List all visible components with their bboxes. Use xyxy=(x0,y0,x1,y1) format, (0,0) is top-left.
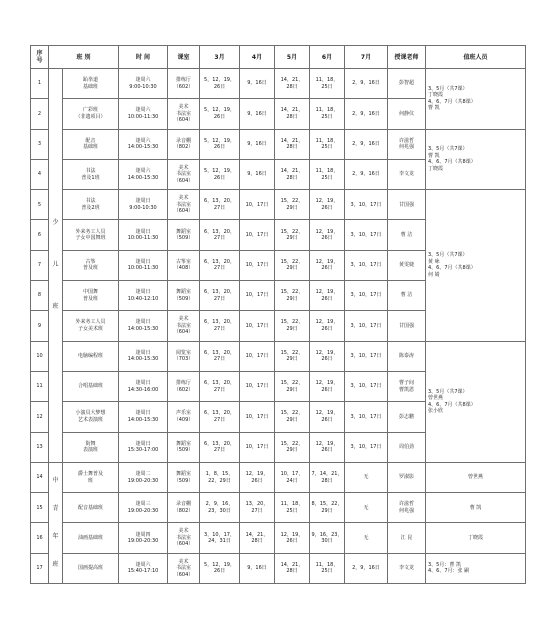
class-name: 广彩班 （非遗项目） xyxy=(63,99,119,129)
dates-apr: 10，17日 xyxy=(240,281,275,311)
table-row xyxy=(31,341,526,371)
row-number: 10 xyxy=(31,341,49,371)
dates-jun: 11，18， 25日 xyxy=(310,553,345,583)
dates-apr: 14，21， 28日 xyxy=(240,523,275,553)
dates-may: 11，18， 25日 xyxy=(275,493,310,523)
dates-mar: 3，10，17， 24，31日 xyxy=(200,523,240,553)
dates-may: 15，22， 29日 xyxy=(275,432,310,462)
table-row xyxy=(31,523,526,553)
dates-mar: 6，13，20， 27日 xyxy=(200,371,240,401)
dates-apr: 10，17日 xyxy=(240,250,275,280)
dates-apr: 10，17日 xyxy=(240,220,275,250)
teacher-name: 曹 洁 xyxy=(388,220,426,250)
class-name: 书法 普及2班 xyxy=(63,190,119,220)
dates-may: 10，17， 24日 xyxy=(275,462,310,492)
class-time: 逢周六 14:00-15:30 xyxy=(119,129,168,159)
dates-mar: 5，12，19， 26日 xyxy=(200,159,240,189)
table-row xyxy=(31,190,526,220)
dates-jun: 12，19， 26日 xyxy=(310,281,345,311)
dates-mar: 5，12，19， 26日 xyxy=(200,69,240,99)
duty-staff: 曹 凯 xyxy=(426,493,526,523)
header-class-name: 班 别 xyxy=(49,46,119,69)
table-row xyxy=(31,493,526,523)
dates-jul: 3，10，17日 xyxy=(345,311,388,341)
row-number: 11 xyxy=(31,371,49,401)
row-number: 3 xyxy=(31,129,49,159)
header-row xyxy=(31,46,526,69)
dates-mar: 1，8，15， 22，29日 xyxy=(200,462,240,492)
dates-jun: 8，15，22， 29日 xyxy=(310,493,345,523)
class-name: 电脑编程班 xyxy=(63,341,119,371)
dates-may: 15，22， 29日 xyxy=(275,371,310,401)
classroom: 舞蹈室 （509） xyxy=(168,220,200,250)
row-number: 2 xyxy=(31,99,49,129)
dates-jun: 12，19， 26日 xyxy=(310,311,345,341)
dates-may: 15，22， 29日 xyxy=(275,311,310,341)
dates-jul: 2，9，16日 xyxy=(345,553,388,583)
dates-jul: 3，10，17日 xyxy=(345,341,388,371)
row-number: 5 xyxy=(31,190,49,220)
class-time: 逢周日 14:00-15:30 xyxy=(119,402,168,432)
duty-staff-block: 3、5月（共7课） 曾世燕 4、6、7月（共8课） 张小欣 xyxy=(426,341,526,462)
dates-jun: 9，16，23， 30日 xyxy=(310,523,345,553)
class-name: 配音 基础班 xyxy=(63,129,119,159)
dates-jun: 12，19， 26日 xyxy=(310,402,345,432)
class-time: 逢周六 14:00-15:30 xyxy=(119,159,168,189)
row-number: 9 xyxy=(31,311,49,341)
dates-apr: 10，17日 xyxy=(240,402,275,432)
teacher-name: 周伯劲 xyxy=(388,432,426,462)
teacher-name: 彭智超 xyxy=(388,69,426,99)
teacher-name: 甘国强 xyxy=(388,311,426,341)
dates-apr: 12，19， 26日 xyxy=(240,462,275,492)
dates-apr: 10，17日 xyxy=(240,371,275,401)
dates-apr: 10，17日 xyxy=(240,432,275,462)
dates-mar: 6，13，20， 27日 xyxy=(200,311,240,341)
header-may: 5月 xyxy=(275,46,310,69)
dates-jun: 12，19， 26日 xyxy=(310,341,345,371)
dates-may: 15，22， 29日 xyxy=(275,281,310,311)
dates-mar: 6，13，20， 27日 xyxy=(200,341,240,371)
dates-jul: 无 xyxy=(345,523,388,553)
class-name: 外来务工人员 子女美术班 xyxy=(63,311,119,341)
dates-jul: 2，9，16日 xyxy=(345,159,388,189)
dates-mar: 6，13，20， 27日 xyxy=(200,190,240,220)
teacher-name: 黄雯婕 xyxy=(388,250,426,280)
class-name: 书法 普及1班 xyxy=(63,159,119,189)
dates-may: 14，21， 28日 xyxy=(275,553,310,583)
dates-mar: 6，13，20， 27日 xyxy=(200,402,240,432)
dates-may: 15，22， 29日 xyxy=(275,341,310,371)
dates-jul: 3，10，17日 xyxy=(345,432,388,462)
header-april: 4月 xyxy=(240,46,275,69)
class-name: 配音基础班 xyxy=(63,493,119,523)
row-number: 16 xyxy=(31,523,49,553)
dates-mar: 5，12，19， 26日 xyxy=(200,553,240,583)
dates-mar: 6，13，20， 27日 xyxy=(200,220,240,250)
dates-jul: 3，10，17日 xyxy=(345,250,388,280)
class-time: 逢周日 9:00-10:30 xyxy=(119,190,168,220)
table-row xyxy=(31,69,526,99)
class-time: 逢周二 19:00-20:30 xyxy=(119,462,168,492)
duty-staff: 曾世燕 xyxy=(426,462,526,492)
dates-apr: 9，16日 xyxy=(240,129,275,159)
teacher-name: 何静仪 xyxy=(388,99,426,129)
row-number: 8 xyxy=(31,281,49,311)
classroom: 排练厅 （602） xyxy=(168,69,200,99)
header-teacher: 授课老师 xyxy=(388,46,426,69)
duty-staff: 丁晓霞 xyxy=(426,523,526,553)
dates-jun: 11，18， 25日 xyxy=(310,159,345,189)
dates-may: 14，21， 28日 xyxy=(275,99,310,129)
dates-may: 14，21， 28日 xyxy=(275,129,310,159)
teacher-name: 曹 洁 xyxy=(388,281,426,311)
class-time: 逢周日 14:30-16:00 xyxy=(119,371,168,401)
dates-jul: 2，9，16日 xyxy=(345,99,388,129)
class-time: 逢周日 10:00-11:30 xyxy=(119,250,168,280)
table-row xyxy=(31,553,526,583)
class-time: 逢周日 15:30-17:00 xyxy=(119,432,168,462)
class-time: 逢周六 10:00-11:30 xyxy=(119,99,168,129)
dates-jul: 2，9，16日 xyxy=(345,69,388,99)
teacher-name: 江 昆 xyxy=(388,523,426,553)
dates-jul: 3，10，17日 xyxy=(345,371,388,401)
row-number: 17 xyxy=(31,553,49,583)
header-june: 6月 xyxy=(310,46,345,69)
dates-jun: 12，19， 26日 xyxy=(310,371,345,401)
class-time: 逢周日 10:00-11:30 xyxy=(119,220,168,250)
dates-jul: 3，10，17日 xyxy=(345,220,388,250)
classroom: 美术 书法室 （604） xyxy=(168,99,200,129)
dates-apr: 9，16日 xyxy=(240,99,275,129)
dates-jul: 3，10，17日 xyxy=(345,402,388,432)
classroom: 舞蹈室 （509） xyxy=(168,432,200,462)
dates-mar: 2，9，16， 23，30日 xyxy=(200,493,240,523)
dates-jun: 12，19， 26日 xyxy=(310,190,345,220)
dates-jul: 2，9，16日 xyxy=(345,129,388,159)
header-time: 时 间 xyxy=(119,46,168,69)
class-name: 爵士舞普及 班 xyxy=(63,462,119,492)
class-time: 逢周六 9:00-10:30 xyxy=(119,69,168,99)
group-label-youth: 少 儿 班 xyxy=(49,69,63,463)
row-number: 1 xyxy=(31,69,49,99)
dates-jun: 11，18， 25日 xyxy=(310,99,345,129)
classroom: 美术 书法室 （604） xyxy=(168,311,200,341)
dates-jul: 3，10，17日 xyxy=(345,190,388,220)
class-name: 国画提高班 xyxy=(63,553,119,583)
schedule-table xyxy=(30,45,526,584)
dates-mar: 6，13，20， 27日 xyxy=(200,250,240,280)
duty-staff-block: 3、5月（共7课） 黄 咏 4、6、7月（共8课） 何 婧 xyxy=(426,190,526,341)
dates-jul: 无 xyxy=(345,462,388,492)
group-label-adult: 中 青 年 班 xyxy=(49,462,63,583)
class-time: 逢周三 19:00-20:30 xyxy=(119,493,168,523)
dates-may: 12，19， 26日 xyxy=(275,523,310,553)
dates-jun: 7，14，21， 28日 xyxy=(310,462,345,492)
class-name: 跆拳道 基础班 xyxy=(63,69,119,99)
table-row xyxy=(31,129,526,159)
row-number: 7 xyxy=(31,250,49,280)
dates-mar: 5，12，19， 26日 xyxy=(200,99,240,129)
dates-may: 15，22， 29日 xyxy=(275,402,310,432)
dates-jun: 11，18， 25日 xyxy=(310,129,345,159)
row-number: 12 xyxy=(31,402,49,432)
teacher-name: 罗淑影 xyxy=(388,462,426,492)
dates-apr: 10，17日 xyxy=(240,311,275,341)
dates-jun: 11，18， 25日 xyxy=(310,69,345,99)
duty-staff-block: 3、5月（共7课） 曹 凯 4、6、7月（共8课） 丁晓霞 xyxy=(426,129,526,190)
class-name: 合唱基础班 xyxy=(63,371,119,401)
header-room: 课室 xyxy=(168,46,200,69)
duty-staff-block: 3、5月（共7课） 丁晓霞 4、6、7月（共8课） 曹 凯 xyxy=(426,69,526,130)
dates-mar: 5，12，19， 26日 xyxy=(200,129,240,159)
class-name: 油画基础班 xyxy=(63,523,119,553)
class-name: 小演员大梦想 艺术表演班 xyxy=(63,402,119,432)
dates-may: 14，21， 28日 xyxy=(275,159,310,189)
dates-may: 15，22， 29日 xyxy=(275,190,310,220)
classroom: 阅览室 （703） xyxy=(168,341,200,371)
dates-apr: 9，16日 xyxy=(240,69,275,99)
dates-apr: 13，20， 27日 xyxy=(240,493,275,523)
dates-may: 15，22， 29日 xyxy=(275,220,310,250)
class-time: 逢周日 14:00-15:30 xyxy=(119,341,168,371)
classroom: 录音棚 （802） xyxy=(168,493,200,523)
row-number: 14 xyxy=(31,462,49,492)
classroom: 古筝室 （408） xyxy=(168,250,200,280)
dates-jun: 12，19， 26日 xyxy=(310,250,345,280)
teacher-name: 许滋哲 何兆强 xyxy=(388,129,426,159)
classroom: 美术 书法室 （604） xyxy=(168,159,200,189)
duty-staff: 3、5月：曹 凯 4、6、7月：张 嗣 xyxy=(426,553,526,583)
teacher-name: 甘国强 xyxy=(388,190,426,220)
dates-jun: 12，19， 26日 xyxy=(310,432,345,462)
class-time: 逢周六 15:40-17:10 xyxy=(119,553,168,583)
classroom: 录音棚 （802） xyxy=(168,129,200,159)
classroom: 舞蹈室 （509） xyxy=(168,462,200,492)
dates-jun: 12，19， 26日 xyxy=(310,220,345,250)
dates-mar: 6，13，20， 27日 xyxy=(200,432,240,462)
classroom: 声乐室 （409） xyxy=(168,402,200,432)
class-name: 中国舞 普及班 xyxy=(63,281,119,311)
class-name: 外来务工人员 子女中国舞班 xyxy=(63,220,119,250)
classroom: 舞蹈室 （509） xyxy=(168,281,200,311)
header-july: 7月 xyxy=(345,46,388,69)
row-number: 6 xyxy=(31,220,49,250)
row-number: 15 xyxy=(31,493,49,523)
dates-apr: 9，16日 xyxy=(240,159,275,189)
class-time: 逢周四 19:00-20:30 xyxy=(119,523,168,553)
teacher-name: 李文龙 xyxy=(388,159,426,189)
header-index: 序 号 xyxy=(31,46,49,69)
dates-apr: 10，17日 xyxy=(240,341,275,371)
row-number: 13 xyxy=(31,432,49,462)
classroom: 美术 书法室 （604） xyxy=(168,190,200,220)
teacher-name: 许滋哲 何兆强 xyxy=(388,493,426,523)
row-number: 4 xyxy=(31,159,49,189)
class-time: 逢周日 14:00-15:30 xyxy=(119,311,168,341)
teacher-name: 彭志鹏 xyxy=(388,402,426,432)
class-name: 街舞 表演班 xyxy=(63,432,119,462)
classroom: 排练厅 （602） xyxy=(168,371,200,401)
dates-may: 14，21， 28日 xyxy=(275,69,310,99)
dates-mar: 6，13，20， 27日 xyxy=(200,281,240,311)
classroom: 美术 书法室 （604） xyxy=(168,523,200,553)
dates-jul: 3，10，17日 xyxy=(345,281,388,311)
table-row xyxy=(31,462,526,492)
header-march: 3月 xyxy=(200,46,240,69)
teacher-name: 曹子间 曹凯恩 xyxy=(388,371,426,401)
classroom: 美术 书法室 （604） xyxy=(168,553,200,583)
teacher-name: 李文龙 xyxy=(388,553,426,583)
header-duty: 值班人员 xyxy=(426,46,526,69)
dates-apr: 10，17日 xyxy=(240,190,275,220)
dates-jul: 无 xyxy=(345,493,388,523)
dates-may: 15，22， 29日 xyxy=(275,250,310,280)
dates-apr: 9，16日 xyxy=(240,553,275,583)
class-time: 逢周日 10:40-12:10 xyxy=(119,281,168,311)
teacher-name: 陈泰涛 xyxy=(388,341,426,371)
class-name: 古筝 普及班 xyxy=(63,250,119,280)
